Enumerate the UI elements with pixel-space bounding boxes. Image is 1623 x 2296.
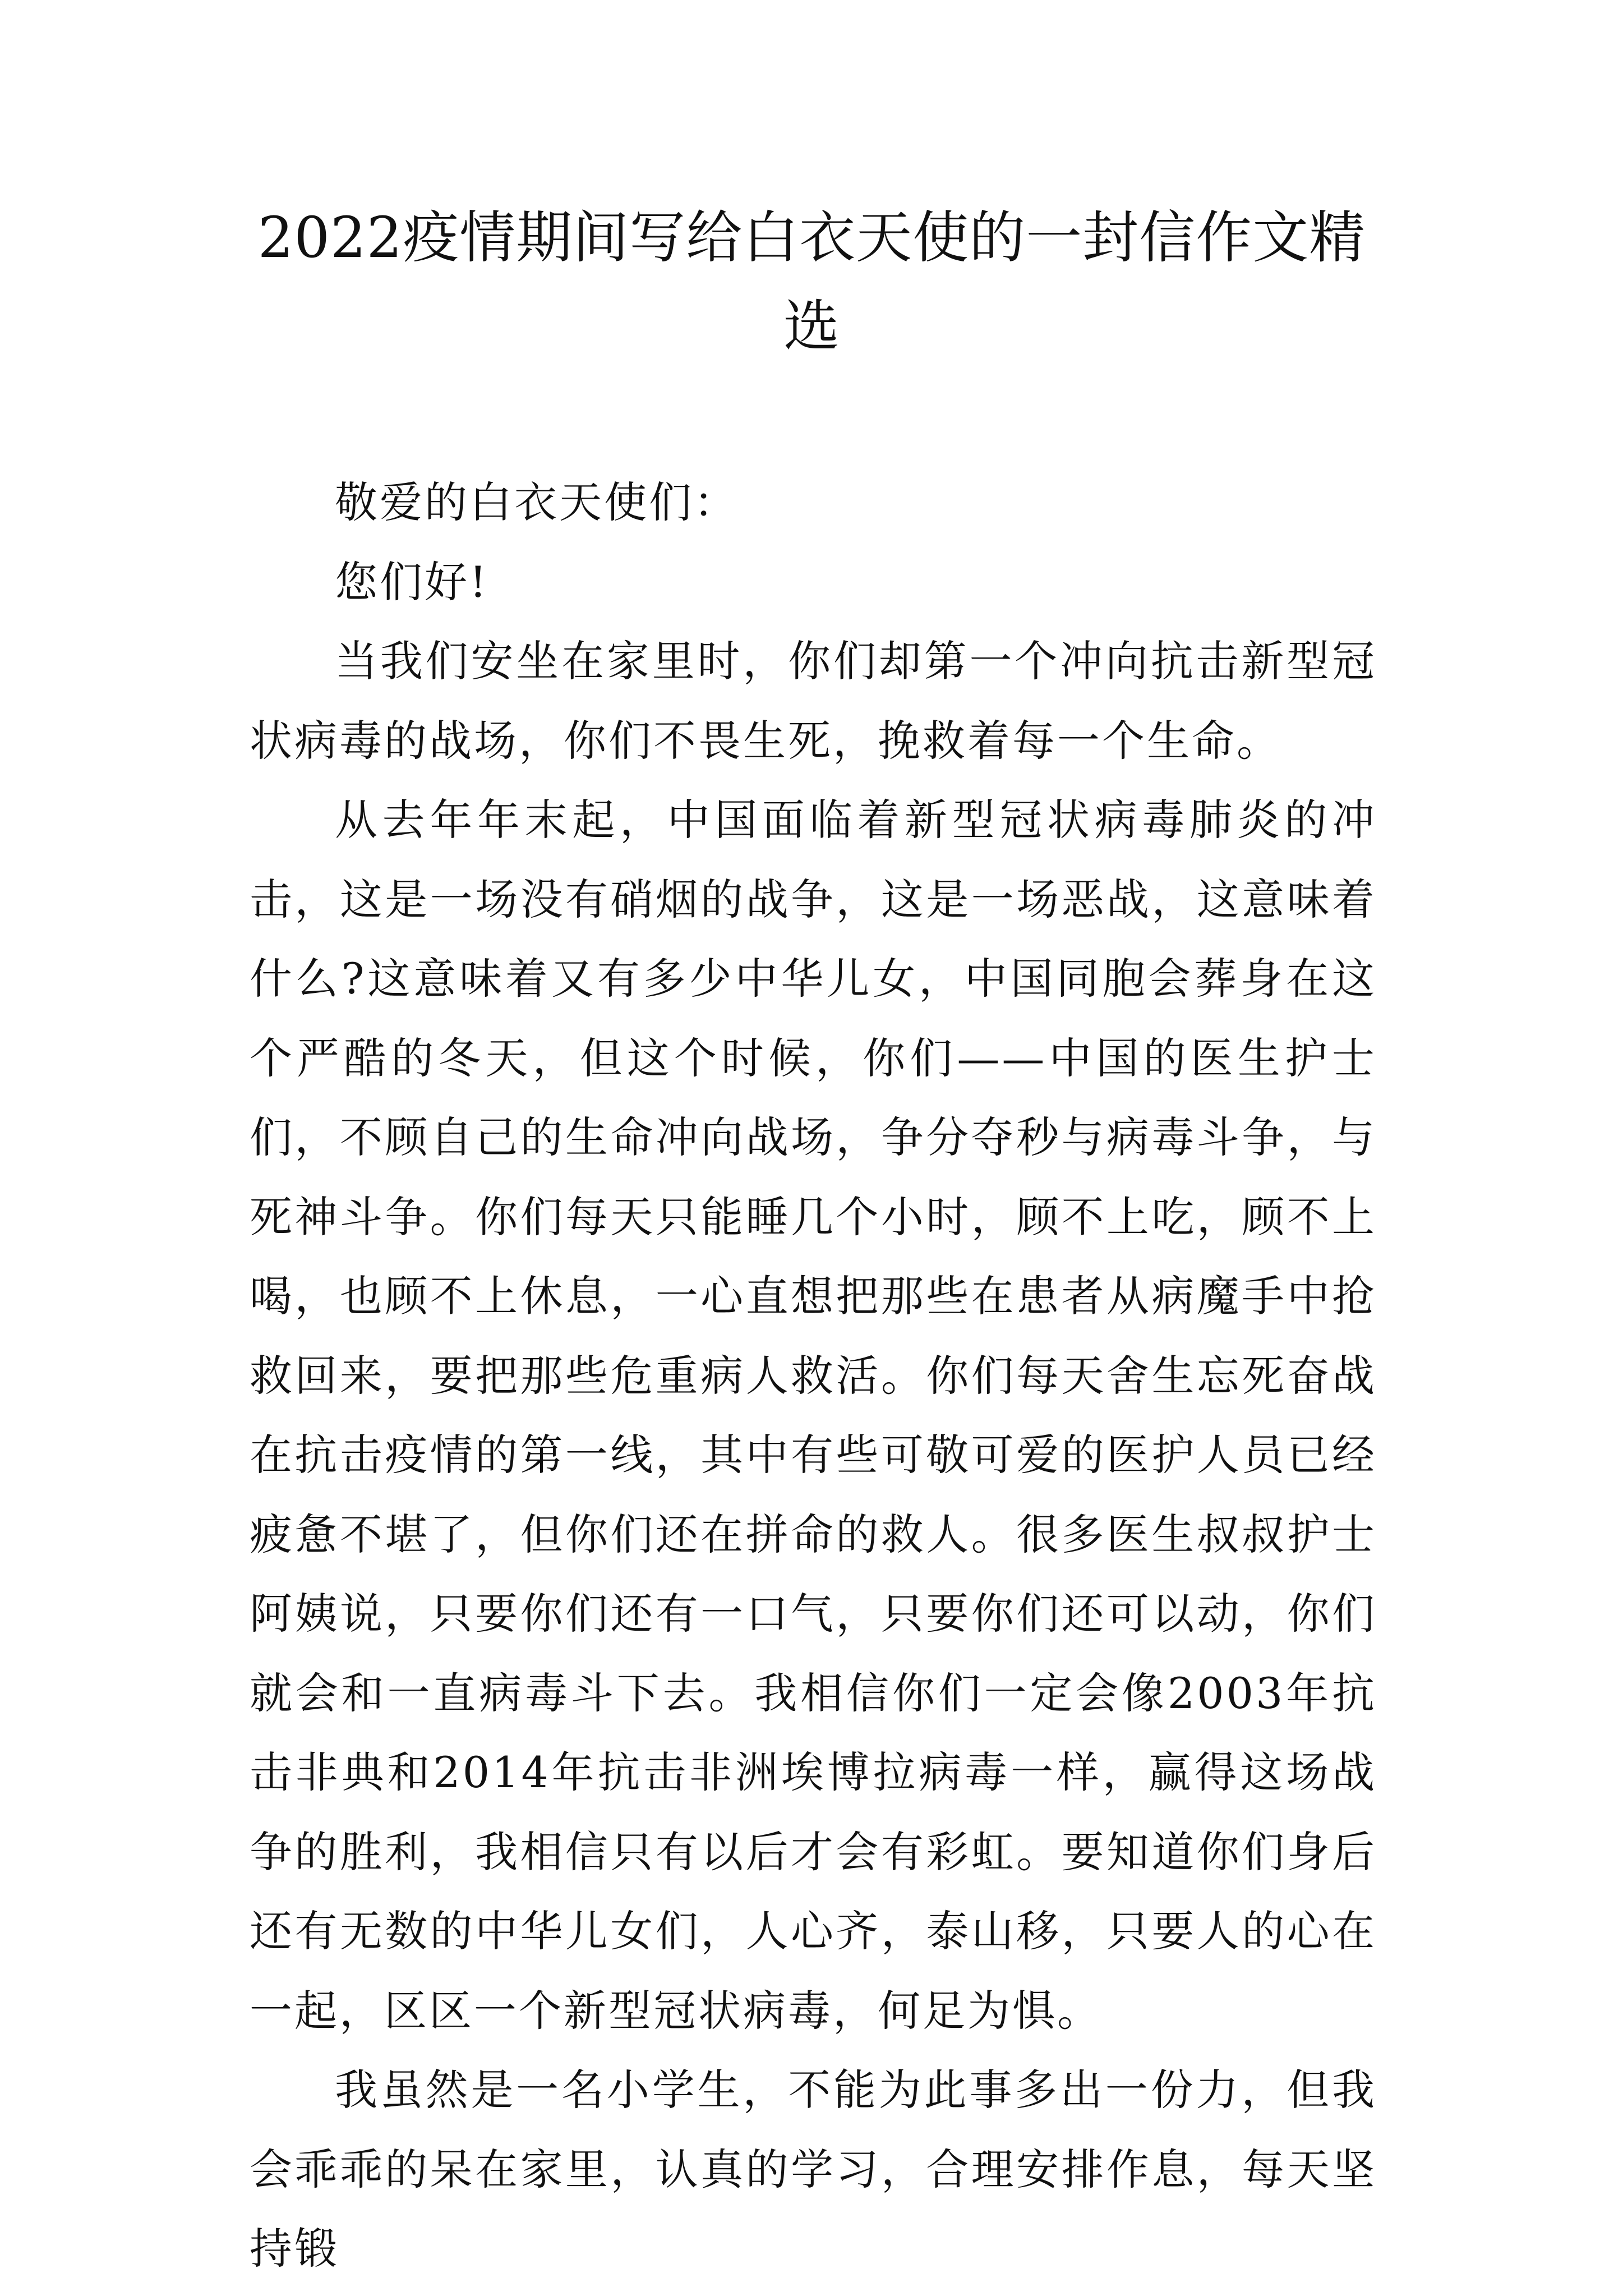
letter-body	[250, 463, 1377, 2289]
salutation: 敬爱的白衣天使们：	[335, 477, 739, 527]
body-paragraph: 从去年年末起，中国面临着新型冠状病毒肺炎的冲击，这是一场没有硝烟的战争，这是一场恶战，这意味着什么?这意味着又有多少中华儿女，中国同胞会葬身在这个严酷的冬天，但这个时候，你们——中国的医生护士们，不顾自己的生命冲向战场，争分夺秒与病毒斗争，与死神斗争。你们每天只能睡几个小时，顾不上吃，顾不上喝，也顾不上休息，一心直想把那些在患者从病魔手中抢救回来，要把那些危重病人救活。你们每天舍生忘死奋战在抗击疫情的第一线，其中有些可敬可爱的医护人员已经疲惫不堪了，但你们还在拼命的救人。很多医生叔叔护士阿姨说，只要你们还有一口气，只要你们还可以动，你们就会和一直病毒斗下去。我相信你们一定会像2003年抗击非典和2014年抗击非洲埃博拉病毒一样，赢得这场战争的胜利，我相信只有以后才会有彩虹。要知道你们身后还有无数的中华儿女们，人心齐，泰山移，只要人的心在一起，区区一个新型冠状病毒，何足为惧。	[250, 795, 1377, 2036]
document-title: 2022疫情期间写给白衣天使的一封信作文精选	[257, 205, 1366, 359]
greeting: 您们好!	[335, 556, 489, 607]
body-paragraph: 我虽然是一名小学生，不能为此事多出一份力，但我会乖乖的呆在家里，认真的学习，合理安排作息，每天坚持锻	[250, 2065, 1377, 2274]
body-paragraph: 当我们安坐在家里时，你们却第一个冲向抗击新型冠状病毒的战场，你们不畏生死，挽救着每一个生命。	[250, 636, 1377, 766]
